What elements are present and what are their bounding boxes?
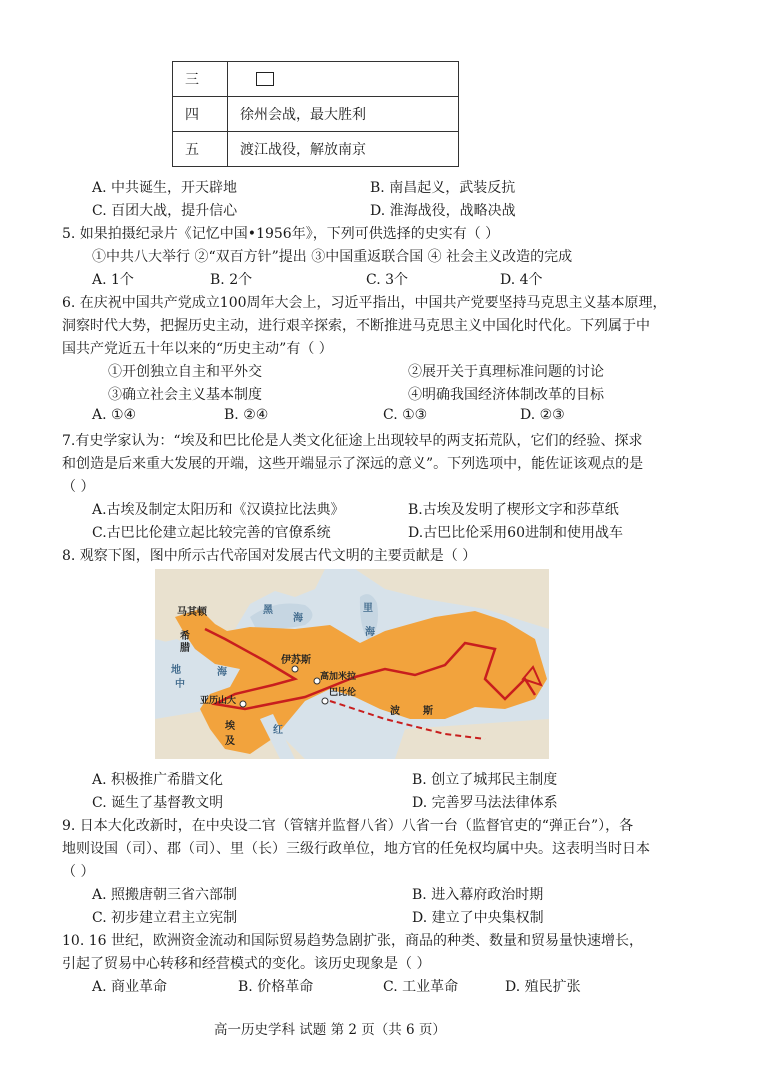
q4-option-d: D. 淮海战役，战略决战	[370, 203, 516, 219]
label-ephesus: 伊苏斯	[281, 655, 311, 666]
table-row	[173, 97, 459, 132]
q6-stem-line2: 洞察时代大势，把握历史主动，进行艰辛探索，不断推进马克思主义中国化时代化。下列属于中	[62, 318, 650, 334]
q9-option-c: C. 初步建立君主立宪制	[92, 910, 238, 926]
q8-option-b: B. 创立了城邦民主制度	[412, 772, 558, 788]
q4-option-c: C. 百团大战，提升信心	[92, 203, 238, 219]
q7-option-b: B.古埃及发明了楔形文字和莎草纸	[408, 502, 619, 518]
label-greece-1: 希	[180, 631, 190, 642]
label-red-sea: 红	[273, 725, 283, 736]
label-black-sea-1: 黑	[263, 605, 273, 616]
label-babylon: 巴比伦	[329, 688, 357, 698]
table-cell-num: 四	[173, 97, 228, 132]
q9-stem-line1: 9. 日本大化改新时，在中央设二官（管辖并监督八省）八省一台（监督官吏的“弹正台”），各	[62, 818, 634, 834]
q9-option-b: B. 进入幕府政治时期	[412, 887, 544, 903]
table-row	[173, 132, 459, 167]
table-cell-text: 徐州会战，最大胜利	[228, 97, 459, 132]
label-caspian-1: 里	[363, 603, 373, 614]
label-caspian-2: 海	[365, 627, 375, 638]
q6-item-2: ②展开关于真理标准问题的讨论	[408, 364, 604, 380]
q6-stem-line1: 6. 在庆祝中国共产党成立100周年大会上，习近平指出，中国共产党要坚持马克思主义基本原理，	[62, 295, 667, 311]
table-cell-num: 五	[173, 132, 228, 167]
q7-stem-line3: （ ）	[62, 479, 95, 495]
q6-stem-line3: 国共产党近五十年以来的“历史主动”有（ ）	[62, 341, 333, 357]
alexander-empire-map	[155, 569, 549, 759]
label-alexandria: 亚历山大	[200, 696, 237, 706]
label-black-sea-2: 海	[293, 613, 303, 624]
q10-option-a: A. 商业革命	[92, 979, 168, 995]
q4-option-b: B. 南昌起义，武装反抗	[370, 180, 516, 196]
label-med-1: 地	[171, 665, 181, 676]
q9-stem-line3: （ ）	[62, 864, 95, 880]
city-marker	[322, 698, 328, 704]
q10-option-c: C. 工业革命	[383, 979, 459, 995]
table-row	[173, 62, 459, 97]
page-footer: 高一历史学科 试题 第 2 页（共 6 页）	[214, 1022, 446, 1038]
table-cell-num: 三	[173, 62, 228, 97]
label-greece-2: 腊	[180, 643, 190, 654]
q6-option-b: B. ②④	[224, 407, 269, 423]
table-cell-blank	[228, 62, 459, 97]
q8-stem: 8. 观察下图，图中所示古代帝国对发展古代文明的主要贡献是（ ）	[62, 548, 477, 564]
q9-option-a: A. 照搬唐朝三省六部制	[92, 887, 238, 903]
q6-item-3: ③确立社会主义基本制度	[108, 387, 262, 403]
label-gaugamela: 高加米拉	[320, 672, 357, 682]
blank-box	[256, 72, 274, 86]
city-marker	[292, 666, 298, 672]
label-med-2: 中	[175, 679, 185, 690]
q5-items: ①中共八大举行 ②“双百方针”提出 ③中国重返联合国 ④ 社会主义改造的完成	[92, 249, 573, 265]
events-table	[172, 61, 459, 167]
label-persia-1: 波	[390, 706, 400, 717]
q7-option-a: A.古埃及制定太阳历和《汉谟拉比法典》	[92, 502, 345, 518]
label-med-3: 海	[217, 667, 227, 678]
q6-item-1: ①开创独立自主和平外交	[108, 364, 262, 380]
q10-option-d: D. 殖民扩张	[505, 979, 581, 995]
q7-stem-line1: 7.有史学家认为：“埃及和巴比伦是人类文化征途上出现较早的两支拓荒队，它们的经验、探求	[62, 433, 643, 449]
city-marker	[240, 701, 246, 707]
q9-option-d: D. 建立了中央集权制	[412, 910, 544, 926]
q10-stem-line1: 10. 16 世纪，欧洲资金流动和国际贸易趋势急剧扩张，商品的种类、数量和贸易量快速增长，	[62, 933, 643, 949]
q4-option-a: A. 中共诞生，开天辟地	[92, 180, 238, 196]
q7-option-c: C.古巴比伦建立起比较完善的官僚系统	[92, 525, 331, 541]
q10-stem-line2: 引起了贸易中心转移和经营模式的变化。该历史现象是（ ）	[62, 956, 431, 972]
label-persia-2: 斯	[423, 706, 433, 717]
q6-option-c: C. ①③	[383, 407, 428, 423]
q6-item-4: ④明确我国经济体制改革的目标	[408, 387, 604, 403]
label-egypt-2: 及	[225, 736, 235, 747]
q5-option-a: A. 1个	[92, 272, 134, 288]
q9-stem-line2: 地则设国（司）、郡（司）、里（长）三级行政单位，地方官的任免权均属中央。这表明当时日本	[62, 841, 650, 857]
q7-stem-line2: 和创造是后来重大发展的开端，这些开端显示了深远的意义”。下列选项中，能佐证该观点的是	[62, 456, 644, 472]
q5-option-c: C. 3个	[366, 272, 409, 288]
q5-stem: 5. 如果拍摄纪录片《记忆中国•1956年》，下列可供选择的史实有（ ）	[62, 226, 500, 242]
q5-option-b: B. 2个	[210, 272, 253, 288]
q6-option-a: A. ①④	[92, 407, 137, 423]
q8-option-d: D. 完善罗马法法律体系	[412, 795, 558, 811]
q7-option-d: D.古巴比伦采用60进制和使用战车	[408, 525, 623, 541]
label-macedonia: 马其顿	[177, 607, 207, 618]
table-cell-text: 渡江战役，解放南京	[228, 132, 459, 167]
q6-option-d: D. ②③	[520, 407, 565, 423]
q5-option-d: D. 4个	[500, 272, 543, 288]
q8-option-c: C. 诞生了基督教文明	[92, 795, 224, 811]
label-egypt-1: 埃	[225, 721, 235, 732]
q10-option-b: B. 价格革命	[238, 979, 314, 995]
q8-option-a: A. 积极推广希腊文化	[92, 772, 224, 788]
